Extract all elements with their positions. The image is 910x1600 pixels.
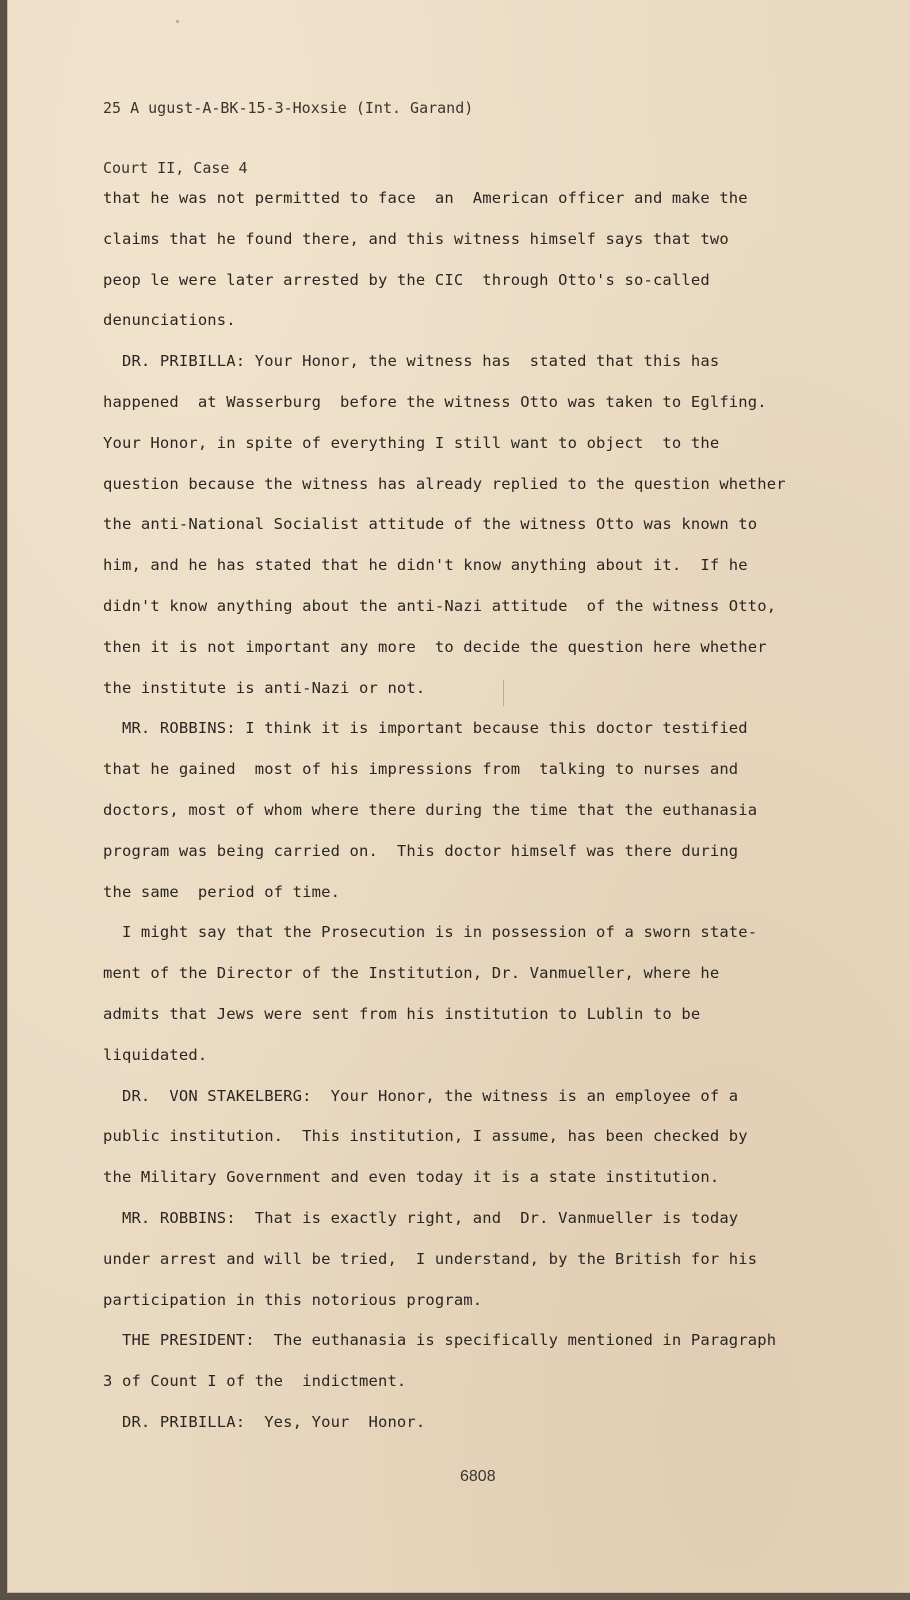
transcript-line: the Military Government and even today it is a state institution. [103, 1168, 720, 1187]
transcript-line: public institution. This institution, I assume, has been checked by [103, 1127, 748, 1146]
transcript-line: MR. ROBBINS: I think it is important because this doctor testified [103, 719, 748, 738]
transcript-line: ment of the Director of the Institution, Dr. Vanmueller, where he [103, 964, 720, 983]
transcript-line: MR. ROBBINS: That is exactly right, and Dr. Vanmueller is today [103, 1208, 739, 1227]
ink-speck [176, 20, 179, 23]
transcript-line: the institute is anti-Nazi or not. [103, 678, 426, 697]
transcript-line: the same period of time. [103, 882, 341, 901]
transcript-line: denunciations. [103, 311, 236, 330]
transcript-line: question because the witness has already replied to the question whether [103, 474, 786, 493]
transcript-line: that he gained most of his impressions from talking to nurses and [103, 760, 739, 779]
transcript-line: 3 of Count I of the indictment. [103, 1372, 407, 1391]
transcript-line: claims that he found there, and this witness himself says that two [103, 229, 729, 248]
transcript-line: participation in this notorious program. [103, 1290, 483, 1309]
transcript-line: THE PRESIDENT: The euthanasia is specifically mentioned in Paragraph [103, 1331, 777, 1350]
transcript-line: I might say that the Prosecution is in possession of a sworn state- [103, 923, 758, 942]
transcript-line: admits that Jews were sent from his institution to Lublin to be [103, 1004, 701, 1023]
transcript-line: liquidated. [103, 1045, 208, 1064]
transcript-line: then it is not important any more to decide the question here whether [103, 637, 767, 656]
transcript-line: didn't know anything about the anti-Nazi attitude of the witness Otto, [103, 596, 777, 615]
transcript-body [103, 178, 873, 1443]
document-page [8, 0, 910, 1592]
transcript-line: the anti-National Socialist attitude of the witness Otto was known to [103, 515, 758, 534]
transcript-line: doctors, most of whom where there during the time that the euthanasia [103, 800, 758, 819]
page-number: 6808 [460, 1468, 496, 1485]
transcript-line: DR. PRIBILLA: Your Honor, the witness has stated that this has [103, 352, 720, 371]
header-line-1: 25 A ugust-A-BK-15-3-Hoxsie (Int. Garand) [103, 99, 474, 117]
transcript-line: peop le were later arrested by the CIC through Otto's so-called [103, 270, 710, 289]
transcript-line: under arrest and will be tried, I understand, by the British for his [103, 1249, 758, 1268]
transcript-line: him, and he has stated that he didn't know anything about it. If he [103, 556, 748, 575]
transcript-line: Your Honor, in spite of everything I still want to object to the [103, 433, 720, 452]
transcript-line: DR. PRIBILLA: Yes, Your Honor. [103, 1412, 426, 1431]
transcript-line: happened at Wasserburg before the witness Otto was taken to Eglfing. [103, 392, 767, 411]
transcript-line: that he was not permitted to face an American officer and make the [103, 189, 748, 207]
transcript-line: DR. VON STAKELBERG: Your Honor, the witness is an employee of a [103, 1086, 739, 1105]
transcript-line: program was being carried on. This doctor himself was there during [103, 841, 739, 860]
header-line-2: Court II, Case 4 [103, 159, 248, 177]
